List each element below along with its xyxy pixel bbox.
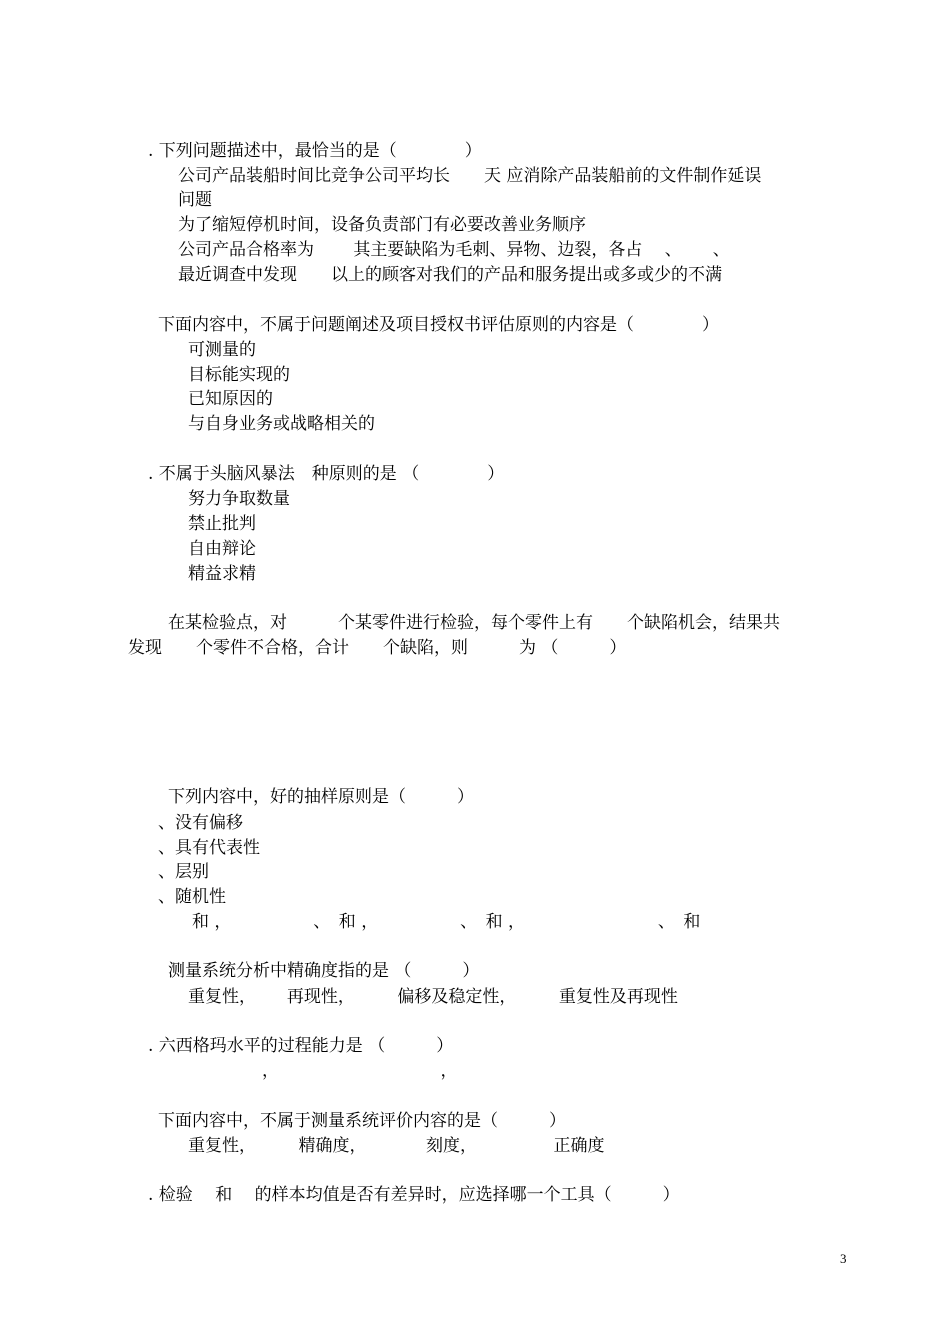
q3-option-c: 自由辩论 (188, 539, 256, 559)
q5-item-b: 、具有代表性 (158, 838, 260, 858)
q1-stem: . 下列问题描述中，最恰当的是（ ） (148, 141, 482, 161)
q7-stem: . 六西格玛水平的过程能力是 （ ） (148, 1036, 454, 1056)
q3-option-a: 努力争取数量 (188, 489, 290, 509)
q2-option-a: 可测量的 (188, 340, 256, 360)
q5-options: 和 ， 、 和 ， 、 和 ， 、 和 (192, 912, 701, 932)
q4-line-1: 在某检验点，对 个某零件进行检验，每个零件上有 个缺陷机会，结果共 (168, 613, 780, 633)
q9-stem: . 检验 和 的样本均值是否有差异时，应选择哪一个工具（ ） (148, 1185, 680, 1205)
q2-option-d: 与自身业务或战略相关的 (188, 414, 375, 434)
page-number: 3 (840, 1251, 847, 1266)
q7-options: ， ， (262, 1061, 458, 1081)
q1-option-b: 为了缩短停机时间，设备负责部门有必要改善业务顺序 (178, 215, 586, 235)
q8-stem: 下面内容中，不属于测量系统评价内容的是（ ） (158, 1111, 566, 1131)
q2-stem: 下面内容中，不属于问题阐述及项目授权书评估原则的内容是（ ） (158, 315, 719, 335)
q1-option-a: 公司产品装船时间比竞争公司平均长 天 应消除产品装船前的文件制作延误 (178, 166, 762, 186)
q6-stem: 测量系统分析中精确度指的是 （ ） (168, 961, 480, 981)
q8-options: 重复性， 精确度， 刻度， 正确度 (188, 1136, 605, 1156)
q5-item-c: 、层别 (158, 862, 209, 882)
q1-option-c: 公司产品合格率为 其主要缺陷为毛刺、异物、边裂，各占 、 、 (178, 240, 730, 260)
q5-item-a: 、没有偏移 (158, 813, 243, 833)
q5-stem: 下列内容中，好的抽样原则是（ ） (168, 787, 474, 807)
q1-option-d: 最近调查中发现 以上的顾客对我们的产品和服务提出或多或少的不满 (178, 265, 722, 285)
q2-option-c: 已知原因的 (188, 389, 273, 409)
q5-item-d: 、随机性 (158, 887, 226, 907)
q3-stem: . 不属于头脑风暴法 种原则的是 （ ） (148, 464, 505, 484)
q4-line-2: 发现 个零件不合格，合计 个缺陷，则 为 （ ） (128, 638, 627, 658)
q2-option-b: 目标能实现的 (188, 365, 290, 385)
q3-option-d: 精益求精 (188, 564, 256, 584)
q3-option-b: 禁止批判 (188, 514, 256, 534)
q6-options: 重复性， 再现性， 偏移及稳定性， 重复性及再现性 (188, 987, 678, 1007)
q1-option-a-cont: 问题 (178, 190, 212, 210)
